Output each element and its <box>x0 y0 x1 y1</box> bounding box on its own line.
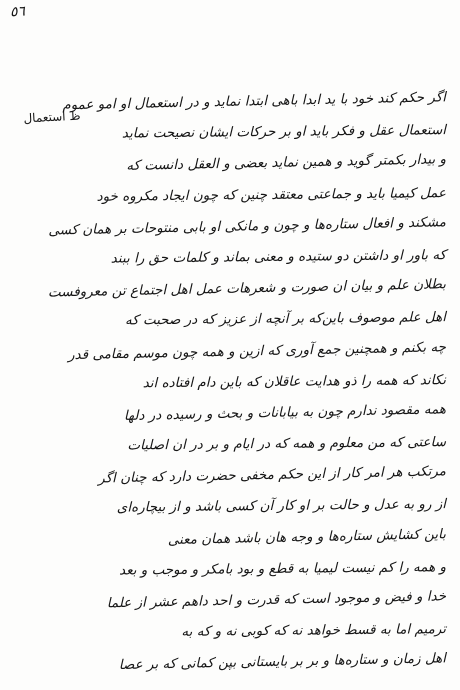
manuscript-line: اهل علم موصوف باین‌که بر آنچه از عزیز که در صحبت که <box>124 309 447 329</box>
manuscript-line: اگر حکم کند خود با ید ابدا باهی ابتدا نماید و در استعمال او امو عموم <box>62 89 447 114</box>
manuscript-line: و همه را کم نیست لیمیا به قطع و بود بامکر و موجب و بعد <box>118 558 447 579</box>
manuscript-line: و بیدار بکمتر گوید و همین نماید بعضی و العقل دانست که <box>126 151 447 175</box>
manuscript-line: خدا و فیض و موجود است که قدرت و احد داهم عشر از علما <box>106 588 447 612</box>
manuscript-line: استعمال عقل و فکر باید او بر حرکات ایشان نصیحت نماید <box>121 122 447 142</box>
manuscript-line: ساعتی که من معلوم و همه که در ایام و بر در ان اصلیات <box>127 434 447 454</box>
manuscript-line: چه بکنم و همچنین جمع آوری که ازین و همه چون موسم مقامی قدر <box>67 338 447 363</box>
manuscript-line: مشکند و افعال ستاره‌ها و چون و مانکی او بابی منتوحات بر همان کسی <box>48 214 447 239</box>
manuscript-line: بطلان علم و بیان ان صورت و شعرهات عمل اهل اجتماع تن معروفست <box>47 276 447 301</box>
manuscript-line: عمل کیمیا باید و جماعتی معتقد چنین که چون ایجاد مکروه خود <box>96 184 447 205</box>
manuscript-line: اهل زمان و ستاره‌ها و بر بر بایستانی بپن کمانی که بر عصا <box>118 650 447 674</box>
manuscript-line: که باور او داشتن دو ستیده و معنی بماند و کلمات حق را ببند <box>110 247 447 267</box>
manuscript-line: باین کشایش ستاره‌ها و وجه هان باشد همان معنی <box>167 525 447 548</box>
manuscript-line: نکاند که همه را ذو هدایت عاقلان که باین دام افتاده اند <box>142 371 447 391</box>
manuscript-line: همه مقصود ندارم چون به بیابانات و بحث و رسیده در دلها <box>123 401 447 424</box>
manuscript-line: از رو به عدل و حالت بر او کار آن کسی باشد و از بیچاره‌ای <box>116 496 447 517</box>
manuscript-line: ترمیم اما به قسط خواهد نه که کوبی نه و که به <box>181 621 447 641</box>
margin-note: ظ استعمال <box>23 108 81 126</box>
manuscript-line: مرتکب هر امر کار از این حکم مخفی حضرت دارد که چنان اگر <box>98 463 447 487</box>
page-number: ٥٦ <box>9 3 26 21</box>
